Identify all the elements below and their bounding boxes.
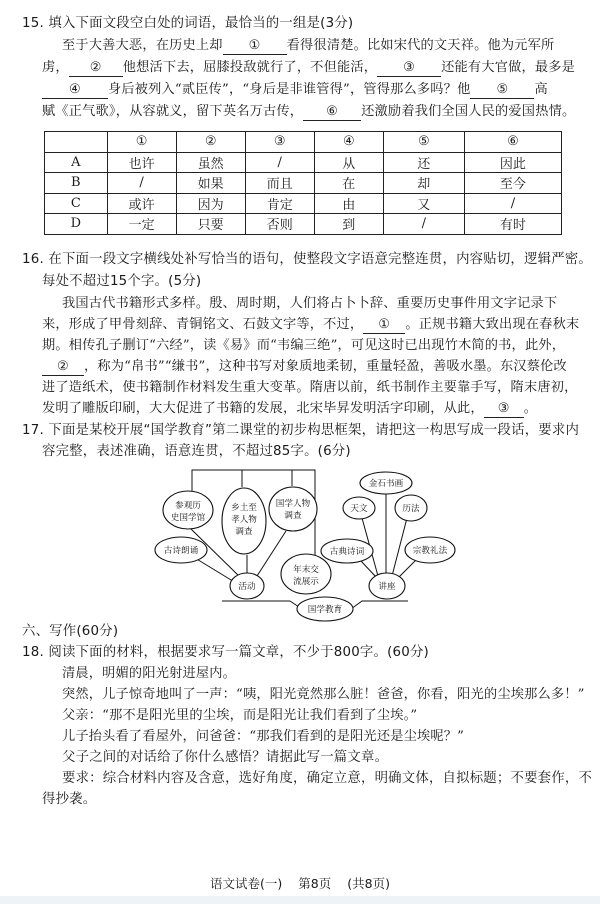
header-cell	[45, 132, 108, 153]
text: 高	[534, 82, 548, 97]
node-label: 历法	[402, 504, 420, 514]
cell: 因为	[176, 193, 245, 214]
q16-passage-line-1: 我国古代书籍形式多样。殷、周时期，人们将占卜卜辞、重要历史事件用文字记录下	[62, 296, 558, 311]
option-label: C	[45, 193, 108, 214]
text: 还激励着我们全国人民的爱国热情。	[361, 104, 576, 119]
node-label: 国学人物	[275, 499, 311, 509]
blank-3: ③	[484, 401, 524, 418]
blank-2: ②	[69, 60, 123, 77]
cell: 也许	[107, 152, 176, 173]
blank-5: ⑤	[470, 82, 534, 99]
text: 还能有大官做，最多是	[441, 60, 576, 75]
text: 身后被列入“贰臣传”，“身后是非谁管得”，管得那么多吗？他	[108, 82, 471, 97]
q16-passage-line-2	[42, 315, 579, 334]
option-label: A	[45, 152, 108, 173]
header-cell: ③	[245, 132, 314, 153]
text: ，称为“帛书”“缣书”，这种书写对象质地柔韧，重量轻盈，善吸水墨。东汉蔡伦改	[84, 359, 567, 374]
text: 发明了雕版印刷，大大促进了书籍的发展，北宋毕昇发明活字印刷，从此，	[42, 401, 484, 416]
blank-1: ①	[223, 38, 287, 55]
cell: 只要	[176, 214, 245, 235]
header-cell: ②	[176, 132, 245, 153]
q16-passage-line-6	[42, 399, 537, 418]
header-cell: ①	[107, 132, 176, 153]
q18-material-line-2: 突然，儿子惊奇地叫了一声：“咦，阳光竟然那么脏！爸爸，你看，阳光的尘埃那么多！”	[62, 687, 585, 702]
cell: 由	[314, 193, 383, 214]
node-label: 调查	[284, 511, 302, 521]
header-cell: ⑥	[464, 132, 561, 153]
header-cell: ④	[314, 132, 383, 153]
blank-2: ②	[42, 359, 84, 376]
cell: /	[245, 152, 314, 173]
bottom-band	[0, 896, 600, 904]
node-label: 乡土至	[231, 503, 257, 513]
text: 至于大善大恶，在历史上却	[62, 38, 223, 53]
node-label: 古诗朗诵	[163, 546, 199, 556]
q16-stem-line-1: 16. 在下面一段文字横线处补写恰当的语句，使整段文字语意完整连贯，内容贴切，逻辑严密。	[22, 252, 592, 267]
q16-passage-line-3: 期。相传孔子删订“六经”，读《易》而“韦编三绝”，可见这时已出现竹木简的书，此外，	[42, 338, 566, 353]
q15-passage-line-2	[42, 58, 575, 77]
header-cell: ⑤	[383, 132, 464, 153]
q15-passage-line-3	[42, 80, 548, 99]
q18-requirements: 要求：综合材料内容及含意，选好角度，确定立意，明确文体，自拟标题；不要套作，不	[62, 771, 593, 786]
text: 他想活下去，屈膝投敌就行了，不但能活，	[122, 60, 378, 75]
q18-requirements-cont: 得抄袭。	[42, 792, 97, 807]
table-row	[45, 193, 562, 214]
node-label: 年末交	[293, 565, 319, 575]
page-number: 第8页	[298, 876, 332, 891]
blank-6: ⑥	[303, 104, 361, 121]
page-footer	[0, 874, 600, 892]
cell: 还	[383, 152, 464, 173]
node-label: 参观历	[175, 501, 201, 511]
paper-title: 语文试卷(一)	[210, 876, 283, 891]
q18-prompt: 父子之间的对话给了你什么感悟？请据此写一篇文章。	[62, 750, 389, 765]
cell: 一定	[107, 214, 176, 235]
node-label: 流展示	[293, 577, 319, 587]
cell: 从	[314, 152, 383, 173]
option-label: B	[45, 173, 108, 194]
table-row	[45, 214, 562, 235]
q18-material-line-4: 儿子抬头看了看屋外，问爸爸：“那我们看到的是阳光还是尘埃呢？”	[62, 729, 465, 744]
node-label: 讲座	[378, 582, 396, 592]
text: 看得很清楚。比如宋代的文天祥。他为元军所	[286, 38, 555, 53]
q15-stem: 15. 填入下面文段空白处的词语，最恰当的一组是(3分)	[22, 16, 354, 31]
cell: 有时	[464, 214, 561, 235]
cell: 又	[383, 193, 464, 214]
table-row	[45, 173, 562, 194]
q15-options-table	[44, 131, 562, 235]
node-label: 调查	[235, 527, 253, 537]
text: 来，形成了甲骨刻辞、青铜铭文、石鼓文字等，不过，	[42, 317, 364, 332]
node-label: 天文	[350, 504, 368, 514]
cell: /	[383, 214, 464, 235]
node-label: 国学教育	[307, 605, 343, 615]
q16-stem-line-2: 每处不超过15个字。(5分)	[42, 274, 202, 289]
q15-passage-line-1	[62, 36, 554, 55]
cell: 否则	[245, 214, 314, 235]
framework-diagram	[140, 458, 480, 623]
q17-stem-line-2: 容完整，表述准确，语意连贯，不超过85字。(6分)	[42, 444, 351, 459]
cell: 或许	[107, 193, 176, 214]
page-total: (共8页)	[347, 876, 390, 891]
cell: 虽然	[176, 152, 245, 173]
section-6-title: 六、写作(60分)	[22, 624, 119, 639]
cell: 如果	[176, 173, 245, 194]
cell: 至今	[464, 173, 561, 194]
q17-stem-line-1: 17. 下面是某校开展“国学教育”第二课堂的初步构思框架，请把这一构思写成一段话，要求内	[22, 423, 580, 438]
node-label: 孝人物	[231, 515, 257, 525]
table-row	[45, 152, 562, 173]
blank-3: ③	[377, 60, 441, 77]
text: 虏，	[42, 60, 69, 75]
text: 。	[523, 401, 538, 416]
q16-passage-line-5: 进了造纸术，使书籍制作材料发生重大变革。隋唐以前，纸书制作主要靠手写，隋末唐初，	[42, 380, 578, 395]
cell: 到	[314, 214, 383, 235]
q18-material-line-3: 父亲：“那不是阳光里的尘埃，而是阳光让我们看到了尘埃。”	[62, 708, 418, 723]
cell: 肯定	[245, 193, 314, 214]
table-header-row	[45, 132, 562, 153]
option-label: D	[45, 214, 108, 235]
cell: /	[107, 173, 176, 194]
q15-passage-line-4	[42, 102, 575, 121]
node-label: 活动	[238, 582, 256, 592]
cell: 在	[314, 173, 383, 194]
q18-material-line-1: 清晨，明媚的阳光射进屋内。	[62, 666, 237, 681]
node-label: 金石书画	[368, 479, 404, 489]
cell: 却	[383, 173, 464, 194]
node-label: 古典诗词	[329, 547, 365, 557]
text: 。正规书籍大致出现在春秋末	[405, 317, 580, 332]
node-label: 史国学馆	[170, 513, 206, 523]
cell: 而且	[245, 173, 314, 194]
blank-4: ④	[42, 82, 108, 99]
cell: /	[464, 193, 561, 214]
q16-passage-line-4	[42, 357, 567, 376]
text: 赋《正气歌》，从容就义，留下英名万古传，	[42, 104, 304, 119]
q18-stem: 18. 阅读下面的材料，根据要求写一篇文章，不少于800字。(60分)	[22, 645, 429, 660]
cell: 因此	[464, 152, 561, 173]
node-label: 宗教礼法	[412, 546, 448, 556]
node-guoxue-figures-survey	[269, 487, 317, 531]
blank-1: ①	[363, 317, 405, 334]
